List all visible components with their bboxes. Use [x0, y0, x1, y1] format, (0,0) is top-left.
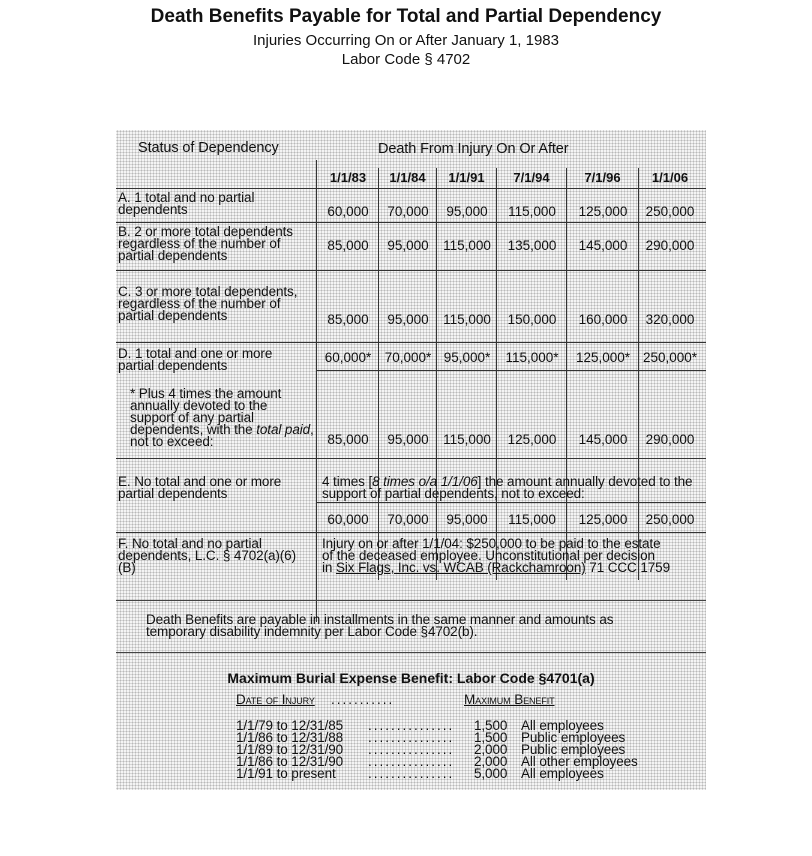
row-d-value-3: 95,000*: [443, 350, 491, 365]
row-e-value-5: 125,000: [578, 512, 628, 527]
row-f-line-1: Injury on or after 1/1/04: $250,000 to be paid to the estate: [322, 536, 661, 551]
row-d-note-value-2: 95,000: [387, 432, 429, 447]
col-header-5: 7/1/96: [584, 170, 621, 185]
burial-who: All other employees: [521, 754, 638, 769]
row-b-value-3: 115,000: [443, 238, 491, 253]
status-header: Status of Dependency: [138, 140, 279, 156]
row-e-value-6: 250,000: [645, 512, 695, 527]
row-d-note-value-4: 125,000: [507, 432, 557, 447]
row-f-line-3: in Six Flags, Inc. vs. WCAB (Rackchamroon) 71 CCC 1759: [322, 560, 670, 575]
row-d-label: D. 1 total and one or more partial dependents: [118, 346, 273, 373]
burial-date: 1/1/86 to 12/31/88: [236, 730, 344, 745]
row-d-note-value-6: 290,000: [645, 432, 695, 447]
col-header-4: 7/1/94: [513, 170, 550, 185]
burial-date: 1/1/89 to 12/31/90: [236, 742, 344, 757]
col-header-6: 1/1/06: [651, 170, 689, 185]
row-f-label: F. No total and no partial dependents, L.C. § 4702(a)(6)(B): [118, 536, 296, 575]
row-e-value-1: 60,000: [327, 512, 369, 527]
row-a-value-2: 70,000: [387, 204, 429, 219]
burial-date: 1/1/91 to present: [236, 766, 336, 781]
row-d-value-1: 60,000*: [324, 350, 372, 365]
burial-amount: 2,000: [474, 742, 508, 757]
row-c-value-6: 320,000: [645, 312, 695, 327]
burial-col-date: Date of Injury: [236, 692, 315, 707]
row-e-value-4: 115,000: [508, 512, 556, 527]
burial-col-benefit: Maximum Benefit: [464, 692, 555, 707]
col-header-1: 1/1/83: [329, 170, 367, 185]
burial-date: 1/1/86 to 12/31/90: [236, 754, 344, 769]
burial-title: Maximum Burial Expense Benefit: Labor Code §4701(a): [227, 670, 595, 686]
row-b-value-4: 135,000: [507, 238, 557, 253]
burial-who: All employees: [521, 766, 604, 781]
burial-who: All employees: [521, 718, 604, 733]
burial-who: Public employees: [521, 742, 626, 757]
row-e-text: 4 times [8 times o/a 1/1/06] the amount annually devoted to the support of partial dependents, not to exceed:: [322, 474, 693, 501]
case-citation-link[interactable]: Six Flags, Inc. vs. WCAB (Rackchamroon): [335, 560, 586, 575]
page-title: Death Benefits Payable for Total and Partial Dependency: [150, 6, 662, 27]
benefits-table-scan: Status of Dependency Death From Injury On Or After 1/1/83 1/1/84 1/1/91 7/1/94 7/1/96 1/1/06 A. 1 total and no partial dependents 60,000 70,000 95,000 115,000 125,000 250,000 B. 2 or more total dependents regardless of the number of partial dependents 85,000 95,000 115,000 135,000 145,000 290,000 C. 3 or more total dependents, regardless of the number of partial dependents 85,000 95,000 115,000 150,000 160,000 320,000 D. 1 total and one or more partial dependents 60,000* 70,000* 95,000* 115,000* 125,000* 250,000* * Plus 4 times the amount annually devoted to the support of any partial dependents, with the total paid, not to exceed: 85,000 95,000 115,000 125,000 145,000 290,000 E. No total and one or more partial dependents 4 times [8 times o/a 1/1/06] the amount annually devoted to the support of partial dependents, not to exceed: 60,000 70,000 95,000 115,000 125,000 250,000 F. No total and no partial dependents, L.C. § 4702(a)(6)(B) Injury on or after 1/1/04: $250,000 to be paid to the estate of the deceased employee. Unconstitutional per decision in Six Flags, Inc. vs. WCAB (Rackchamroon) 71 CCC 1759 Death Benefits are payable in installments in the same manner and amounts as temporary disability indemnity per Labor Code §4702(b). Maximum Burial Expense Benefit: Labor Code §4701(a) Date of Injury ........... Maximum Benefit 1/1/79 to 12/31/85 ............... 1,500 All employees 1/1/86 to 12/31/88 ............... 1,500 Public employees 1/1/89 to 12/31/90 ............... 2,000 Public employees 1/1/86 to 12/31/90 ............... 2,000 All other employees 1/1/91 to present ............... 5,000 All employees: [116, 130, 706, 790]
row-d-value-4: 115,000*: [505, 350, 559, 365]
installments-note: Death Benefits are payable in installments in the same manner and amounts as temporary disability indemnity per Labor Code §4702(b).: [146, 612, 614, 639]
row-c-value-5: 160,000: [578, 312, 628, 327]
burial-amount: 2,000: [474, 754, 508, 769]
row-c-value-4: 150,000: [507, 312, 557, 327]
burial-amount: 1,500: [474, 730, 508, 745]
row-e-value-2: 70,000: [387, 512, 429, 527]
row-d-note-value-3: 115,000: [443, 432, 491, 447]
row-d-note-value-1: 85,000: [327, 432, 369, 447]
burial-amount: 1,500: [474, 718, 508, 733]
burial-amount: 5,000: [474, 766, 508, 781]
row-d-note-value-5: 145,000: [578, 432, 628, 447]
row-d-value-2: 70,000*: [384, 350, 432, 365]
row-a-value-6: 250,000: [645, 204, 695, 219]
page-subtitle: Injuries Occurring On or After January 1, 1983: [253, 32, 559, 49]
burial-who: Public employees: [521, 730, 626, 745]
row-d-value-5: 125,000*: [575, 350, 631, 365]
row-f-line-2: of the deceased employee. Unconstitutional per decision: [322, 548, 655, 563]
date-header: Death From Injury On Or After: [378, 141, 569, 157]
row-b-value-6: 290,000: [645, 238, 695, 253]
row-a-value-5: 125,000: [578, 204, 628, 219]
row-c-value-2: 95,000: [387, 312, 429, 327]
col-header-2: 1/1/84: [389, 170, 426, 185]
labor-code-ref: Labor Code § 4702: [341, 51, 471, 68]
row-d-note: * Plus 4 times the amount annually devoted to the support of any partial dependents, with the total paid, not to exceed:: [130, 386, 314, 449]
row-b-value-5: 145,000: [578, 238, 628, 253]
row-e-value-3: 95,000: [446, 512, 488, 527]
burial-date: 1/1/79 to 12/31/85: [236, 718, 344, 733]
row-a-value-1: 60,000: [327, 204, 369, 219]
row-c-value-1: 85,000: [327, 312, 369, 327]
row-c-label: C. 3 or more total dependents, regardless of the number of partial dependents: [118, 284, 298, 323]
row-b-value-1: 85,000: [327, 238, 369, 253]
row-d-value-6: 250,000*: [642, 350, 698, 365]
row-c-value-3: 115,000: [443, 312, 491, 327]
row-a-label: A. 1 total and no partial dependents: [118, 190, 255, 217]
col-header-3: 1/1/91: [448, 170, 485, 185]
row-b-value-2: 95,000: [387, 238, 429, 253]
row-a-value-3: 95,000: [446, 204, 488, 219]
row-b-label: B. 2 or more total dependents regardless of the number of partial dependents: [118, 224, 293, 263]
row-a-value-4: 115,000: [508, 204, 556, 219]
row-e-label: E. No total and one or more partial dependents: [118, 474, 282, 501]
